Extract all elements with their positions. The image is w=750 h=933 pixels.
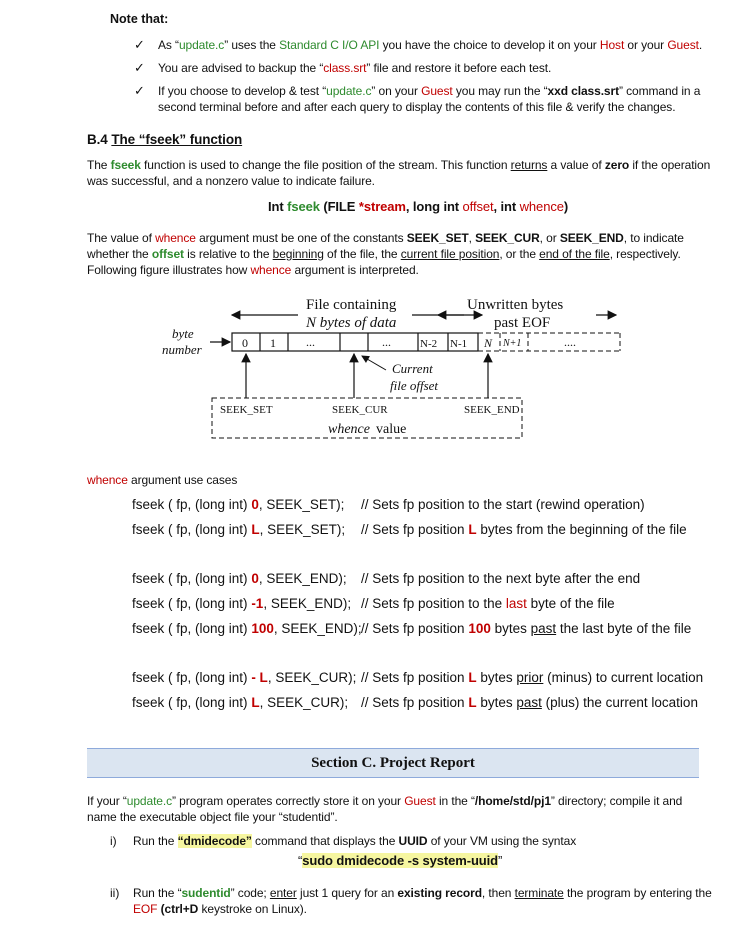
fig-past-eof: past EOF (494, 315, 551, 331)
fseek-case-code: fseek ( fp, (long int) 0, SEEK_SET); (132, 497, 345, 512)
fig-cell: 1 (270, 336, 276, 350)
fseek-description-line-2: was successful, and a nonzero value to indicate failure. (87, 174, 375, 188)
fseek-case-comment: // Sets fp position to the start (rewind operation) (361, 497, 645, 512)
fig-cell: N (484, 336, 493, 350)
item-1-text: Run the “dmidecode” command that displays the UUID of your VM using the syntax (133, 834, 577, 848)
cases-heading: whence argument use cases (87, 473, 238, 487)
fig-seek-end: SEEK_END (464, 404, 520, 416)
fseek-case-comment: // Sets fp position 100 bytes past the last byte of the file (361, 621, 692, 636)
check-icon: ✓ (134, 83, 145, 98)
item-1-number: i) (110, 834, 117, 848)
item-2-text-line-2: EOF (ctrl+D keystroke on Linux). (133, 902, 307, 916)
fig-whence: whence (328, 422, 370, 437)
note-bullet-3: If you choose to develop & test “update.c” on your Guest you may run the “xxd class.srt” command in a (158, 84, 701, 98)
note-bullet-3-line-2: second terminal before and after each query to display the contents of this file & verify the changes. (158, 100, 676, 114)
fseek-case-comment: // Sets fp position L bytes from the beginning of the file (361, 522, 687, 537)
fseek-case-code: fseek ( fp, (long int) 0, SEEK_END); (132, 571, 347, 586)
fig-cell: 0 (242, 336, 248, 350)
arrow-diagonal (362, 356, 386, 370)
section-c-title: Section C. Project Report (311, 755, 475, 771)
fig-seek-set: SEEK_SET (220, 404, 273, 416)
fig-current: Current (392, 361, 433, 376)
fig-byte: byte (172, 326, 194, 341)
section-b4-heading: B.4 The “fseek” function (87, 132, 243, 147)
fseek-case-code: fseek ( fp, (long int) - L, SEEK_CUR); (132, 670, 357, 685)
fig-seek-cur: SEEK_CUR (332, 404, 388, 416)
whence-paragraph-line-3: Following figure illustrates how whence argument is interpreted. (87, 263, 419, 277)
fig-cell: ... (382, 335, 391, 349)
fseek-case-code: fseek ( fp, (long int) -1, SEEK_END); (132, 596, 352, 611)
fseek-case-comment: // Sets fp position L bytes past (plus) the current location (361, 695, 698, 710)
dmidecode-command: “sudo dmidecode -s system-uuid” (298, 853, 503, 868)
section-c-banner (87, 748, 699, 778)
fig-file-offset: file offset (390, 378, 439, 393)
section-c-intro: If your “update.c” program operates correctly store it on your Guest in the “/home/std/pj1” directory; compile it and (87, 794, 683, 808)
fseek-signature: Int fseek (FILE *stream, long int offset, int whence) (268, 199, 569, 214)
fig-unwritten: Unwritten bytes (467, 297, 564, 313)
fseek-case-comment: // Sets fp position to the last byte of the file (361, 596, 615, 611)
fig-cell: ... (306, 335, 315, 349)
check-icon: ✓ (134, 37, 145, 52)
item-2-text: Run the “sudentid” code; enter just 1 query for an existing record, then terminate the program by entering the (133, 886, 712, 900)
note-bullet-2: You are advised to backup the “class.srt” file and restore it before each test. (158, 61, 552, 75)
fseek-figure (150, 290, 640, 450)
fig-value: value (376, 422, 407, 437)
fseek-case-code: fseek ( fp, (long int) 100, SEEK_END); (132, 621, 362, 636)
fseek-description: The fseek function is used to change the file position of the stream. This function returns a value of zero if the operation (87, 158, 711, 172)
fseek-case-code: fseek ( fp, (long int) L, SEEK_SET); (132, 522, 346, 537)
note-title: Note that: (110, 12, 169, 26)
fseek-case-comment: // Sets fp position to the next byte after the end (361, 571, 641, 586)
fig-cell: N-2 (420, 338, 438, 350)
note-bullet-1: As “update.c” uses the Standard C I/O API you have the choice to develop it on your Host or your Guest. (158, 38, 703, 52)
fig-cell: N+1 (503, 338, 522, 349)
fseek-case-comment: // Sets fp position L bytes prior (minus) to current location (361, 670, 704, 685)
whence-paragraph-line-1: The value of whence argument must be one of the constants SEEK_SET, SEEK_CUR, or SEEK_END, to indicate (87, 231, 684, 245)
fig-number: number (162, 342, 202, 357)
fseek-case-code: fseek ( fp, (long int) L, SEEK_CUR); (132, 695, 349, 710)
item-2-number: ii) (110, 886, 120, 900)
fig-cell: .... (564, 335, 576, 349)
check-icon: ✓ (134, 60, 145, 75)
fig-n-bytes: N bytes of data (306, 315, 397, 331)
fig-cell: N-1 (450, 338, 468, 350)
fig-file-containing: File containing (306, 297, 397, 313)
section-c-intro-line-2: name the executable object file your “studentid”. (87, 810, 338, 824)
whence-paragraph-line-2: whether the offset is relative to the beginning of the file, the current file position, or the end of the file, respectively. (87, 247, 681, 261)
